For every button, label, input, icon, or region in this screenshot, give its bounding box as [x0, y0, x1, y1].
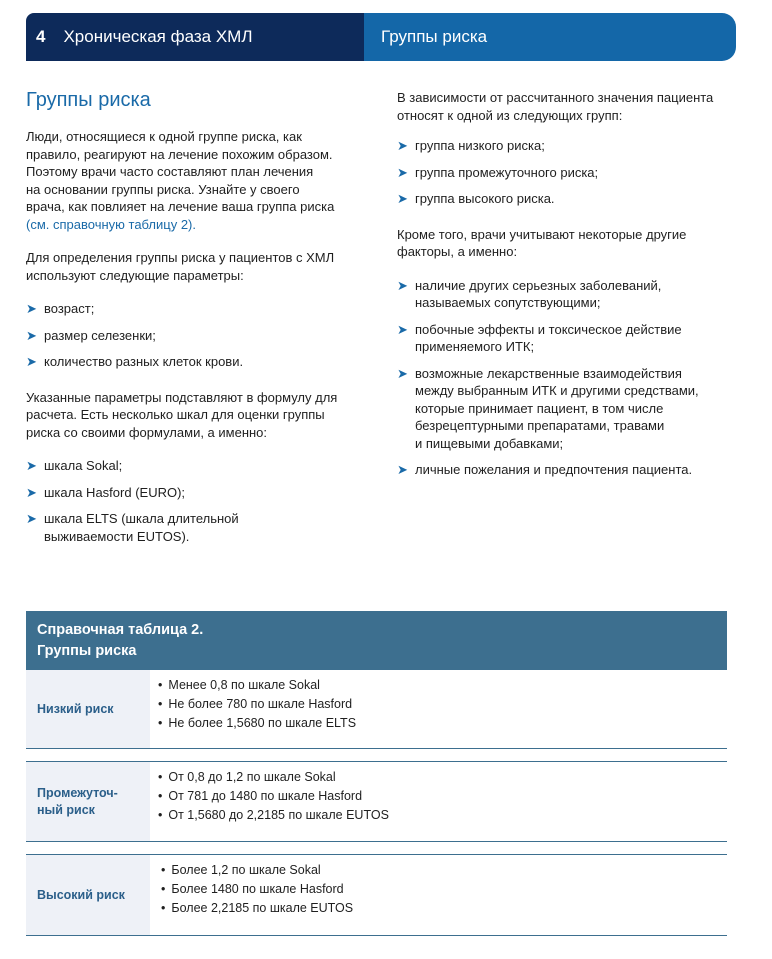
list-item: [397, 137, 732, 155]
list-item-text: выживаемости EUTOS).: [44, 528, 190, 544]
list-item-text: наличие других серьезных заболеваний,: [415, 277, 662, 293]
formula-paragraph: [26, 389, 356, 442]
chevron-right-icon: ➤: [397, 191, 408, 206]
text-line: используют следующие параметры:: [26, 267, 244, 283]
chapter-number: 4: [36, 27, 46, 46]
scales-list: [26, 457, 356, 545]
risk-criteria: [150, 762, 727, 841]
table-title: [26, 611, 727, 670]
table-title-line: Группы риска: [37, 643, 137, 659]
chevron-right-icon: ➤: [26, 484, 37, 500]
risk-label-text: ный риск: [37, 802, 95, 817]
list-item: [26, 327, 356, 345]
risk-label-text: Промежуточ-: [37, 785, 118, 800]
page-title: Группы риска: [26, 89, 151, 111]
criteria-item: • Более 2,2185 по шкале EUTOS: [161, 899, 719, 918]
chevron-right-icon: ➤: [26, 458, 37, 473]
groups-paragraph: [397, 89, 732, 124]
chevron-right-icon: ➤: [397, 277, 408, 293]
list-item: [26, 353, 356, 371]
list-item-text: количество разных клеток крови.: [44, 354, 244, 369]
risk-label: [26, 670, 150, 748]
criteria-item: • От 781 до 1480 по шкале Hasford: [158, 787, 719, 806]
chevron-right-icon: ➤: [397, 462, 408, 477]
intro-paragraph: [26, 128, 356, 233]
risk-criteria: [150, 670, 727, 748]
list-item: [397, 277, 732, 312]
chapter-title: Хроническая фаза ХМЛ: [63, 27, 253, 46]
chevron-right-icon: ➤: [26, 301, 37, 316]
section-tab: [364, 13, 736, 61]
list-item-text: размер селезенки;: [44, 327, 156, 343]
list-item-text: между выбранным ИТК и другими средствами,: [415, 383, 699, 398]
criteria-item: • Не более 780 по шкале Hasford: [158, 695, 719, 714]
text-line: правило, реагируют на лечение похожим образом.: [26, 146, 333, 162]
risk-label: [26, 762, 150, 841]
text-line: Люди, относящиеся к одной группе риска, как: [26, 129, 302, 144]
list-item: [26, 457, 356, 475]
groups-list: [397, 137, 732, 208]
list-item: [397, 190, 732, 208]
left-column: [26, 88, 356, 560]
risk-criteria: [150, 855, 727, 935]
list-item-text: группа низкого риска;: [415, 138, 545, 153]
text-line: относят к одной из следующих групп:: [397, 107, 623, 123]
list-item: [397, 461, 732, 479]
chevron-right-icon: ➤: [26, 327, 37, 343]
list-item: [26, 484, 356, 502]
criteria-item: • От 0,8 до 1,2 по шкале Sokal: [158, 768, 719, 787]
text-line: врача, как повлияет на лечение ваша группа риска: [26, 199, 335, 214]
list-item-text: группа промежуточного риска;: [415, 164, 599, 180]
risk-label: [26, 855, 150, 935]
right-column: [397, 89, 732, 494]
section-title: Группы риска: [381, 27, 488, 46]
table-row: [26, 854, 727, 936]
text-line: В зависимости от рассчитанного значения пациента: [397, 90, 714, 105]
text-line: Для определения группы риска у пациентов с ХМЛ: [26, 250, 335, 265]
list-item-text: называемых сопутствующими;: [415, 295, 601, 310]
list-item-text: шкала ELTS (шкала длительной: [44, 511, 239, 526]
chevron-right-icon: ➤: [26, 354, 37, 369]
list-item-text: шкала Hasford (EURO);: [44, 484, 186, 500]
criteria-item: • От 1,5680 до 2,2185 по шкале EUTOS: [158, 806, 719, 825]
text-line: на основании группы риска. Узнайте у своего: [26, 181, 300, 197]
table-title-line: Справочная таблица 2.: [37, 622, 204, 638]
chevron-right-icon: ➤: [397, 365, 408, 381]
chevron-right-icon: ➤: [26, 511, 37, 526]
chevron-right-icon: ➤: [397, 164, 408, 180]
list-item-text: возможные лекарственные взаимодействия: [415, 365, 682, 381]
text-line: расчета. Есть несколько шкал для оценки группы: [26, 407, 325, 422]
list-item: [397, 164, 732, 182]
table-reference-link[interactable]: (см. справочную таблицу 2).: [26, 216, 196, 232]
list-item-text: которые принимает пациент, в том числе: [415, 400, 664, 416]
criteria-item: • Более 1,2 по шкале Sokal: [161, 861, 719, 880]
parameters-paragraph: [26, 249, 356, 284]
factors-paragraph: [397, 226, 732, 261]
reference-table: [26, 611, 727, 936]
list-item: [397, 365, 732, 453]
text-line: риска со своими формулами, а именно:: [26, 424, 268, 440]
chapter-tab: [26, 13, 364, 61]
criteria-item: • Не более 1,5680 по шкале ELTS: [158, 714, 719, 733]
factors-list: [397, 277, 732, 479]
list-item: [397, 321, 732, 356]
criteria-item: • Менее 0,8 по шкале Sokal: [158, 676, 719, 695]
list-item-text: побочные эффекты и токсическое действие: [415, 321, 682, 337]
text-line: Кроме того, врачи учитывают некоторые другие: [397, 226, 687, 242]
list-item: [26, 300, 356, 318]
criteria-item: • Более 1480 по шкале Hasford: [161, 880, 719, 899]
list-item-text: шкала Sokal;: [44, 458, 123, 473]
risk-label-text: Низкий риск: [37, 701, 114, 716]
text-line: факторы, а именно:: [397, 244, 518, 259]
list-item-text: возраст;: [44, 301, 95, 316]
list-item: [26, 510, 356, 545]
list-item-text: и пищевыми добавками;: [415, 435, 564, 451]
list-item-text: личные пожелания и предпочтения пациента.: [415, 462, 693, 477]
text-line: Поэтому врачи часто составляют план лечения: [26, 164, 314, 179]
table-row: [26, 761, 727, 842]
page-header: [26, 13, 736, 61]
chevron-right-icon: ➤: [397, 138, 408, 153]
chevron-right-icon: ➤: [397, 321, 408, 337]
list-item-text: группа высокого риска.: [415, 191, 555, 206]
list-item-text: безрецептурными препаратами, травами: [415, 418, 665, 433]
list-item-text: применяемого ИТК;: [415, 339, 535, 354]
parameters-list: [26, 300, 356, 371]
risk-label-text: Высокий риск: [37, 887, 125, 902]
text-line: Указанные параметры подставляют в формулу для: [26, 389, 338, 405]
table-row: [26, 670, 727, 749]
